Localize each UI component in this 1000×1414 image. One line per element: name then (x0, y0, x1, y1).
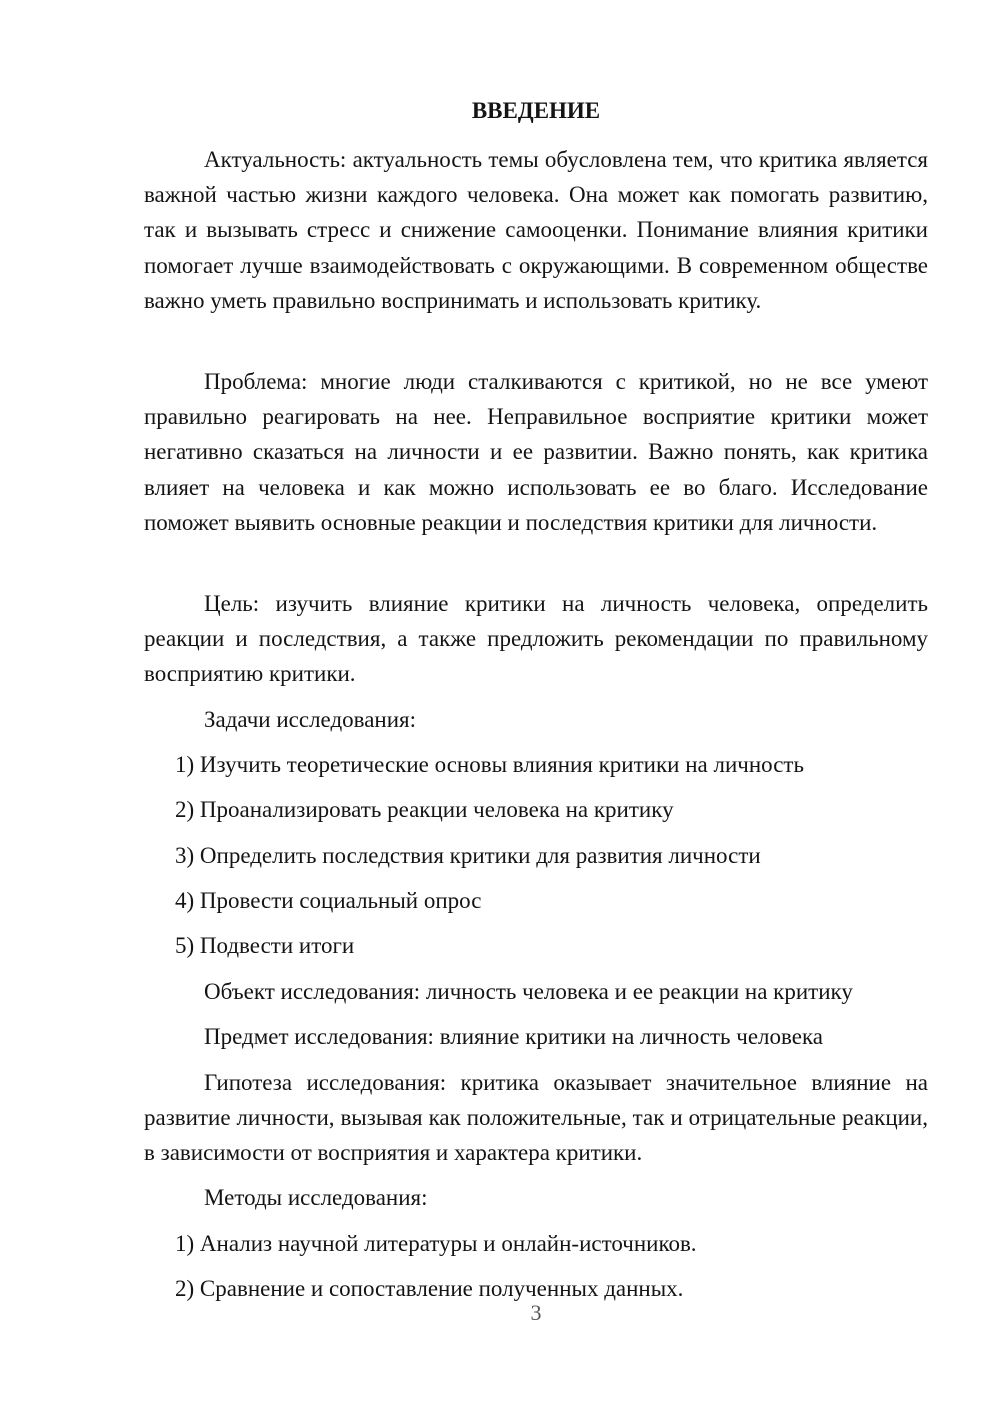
paragraph-relevance (144, 142, 928, 318)
task-item (144, 838, 928, 873)
methods-heading-row (144, 1180, 928, 1215)
method-item-1: 1) Анализ научной литературы и онлайн-источников. (175, 1231, 697, 1256)
subject-row (144, 1019, 928, 1054)
paragraph-hypothesis (144, 1065, 928, 1171)
tasks-heading: Задачи исследования: (204, 707, 417, 732)
tasks-heading-row (144, 702, 928, 737)
goal-text: Цель: изучить влияние критики на личность человека, определить реакции и последствия, а также предложить рекомендации по правильному восприятию критики. (144, 591, 928, 687)
hypothesis-text: Гипотеза исследования: критика оказывает значительное влияние на развитие личности, вызывая как положительные, так и отрицательные реакции, в зависимости от восприятия и характера критики. (144, 1070, 928, 1166)
task-item-5: 5) Подвести итоги (175, 933, 355, 958)
task-item (144, 928, 928, 963)
task-item-4: 4) Провести социальный опрос (175, 888, 482, 913)
subject-text: Предмет исследования: влияние критики на личность человека (204, 1024, 823, 1049)
task-item-1: 1) Изучить теоретические основы влияния критики на личность (175, 752, 804, 777)
relevance-text: Актуальность: актуальность темы обусловлена тем, что критика является важной частью жизни каждого человека. Она может как помогать развитию, так и вызывать стресс и снижение самооценки. Понимание влияния критики помогает лучше взаимодействовать с окружающими. В современном обществе важно уметь правильно воспринимать и использовать критику. (144, 147, 928, 313)
object-row (144, 974, 928, 1009)
method-item-2: 2) Сравнение и сопоставление полученных данных. (175, 1276, 684, 1301)
page-title: ВВЕДЕНИЕ (471, 98, 601, 123)
task-item (144, 792, 928, 827)
task-item (144, 883, 928, 918)
paragraph-problem (144, 364, 928, 540)
paragraph-goal (144, 586, 928, 692)
page-number: 3 (530, 1300, 542, 1325)
problem-text: Проблема: многие люди сталкиваются с критикой, но не все умеют правильно реагировать на нее. Неправильное восприятие критики может негативно сказаться на личности и ее развитии. Важно понять, как критика влияет на человека и как можно использовать ее во благо. Исследование поможет выявить основные реакции и последствия критики для личности. (144, 369, 928, 535)
object-text: Объект исследования: личность человека и ее реакции на критику (204, 979, 853, 1004)
task-item-3: 3) Определить последствия критики для развития личности (175, 843, 761, 868)
task-item-2: 2) Проанализировать реакции человека на критику (175, 797, 674, 822)
method-item (144, 1226, 928, 1261)
methods-heading: Методы исследования: (204, 1185, 428, 1210)
task-item (144, 747, 928, 782)
